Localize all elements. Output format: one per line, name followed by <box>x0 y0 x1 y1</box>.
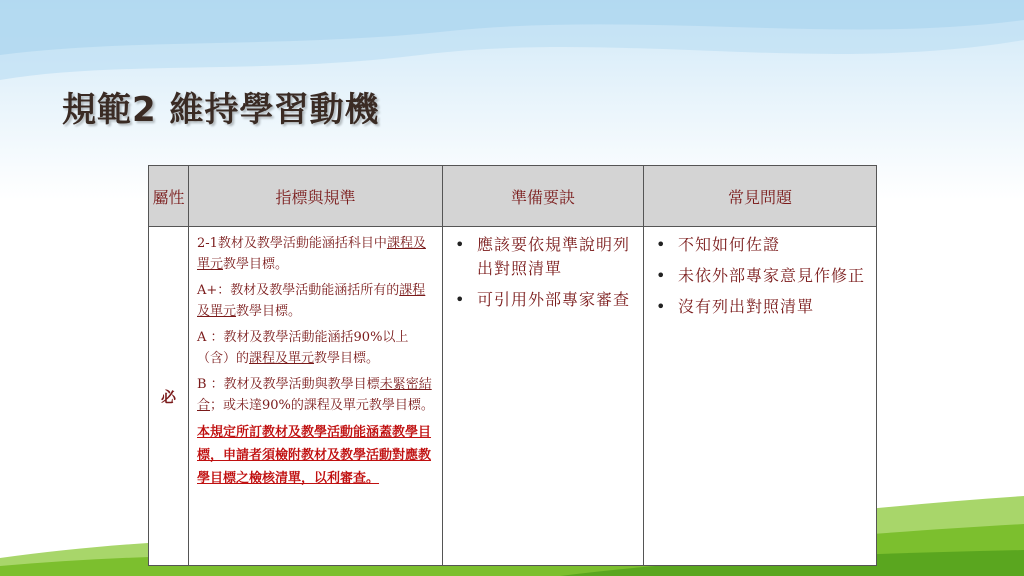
list-item <box>451 233 633 281</box>
indicator-text: 2-1教材及教學活動能涵括科目中 <box>197 236 387 251</box>
indicator-text: 教學目標。 <box>314 351 380 366</box>
list-item <box>451 288 633 312</box>
indicator-paragraph <box>197 327 434 369</box>
table-row <box>149 227 877 566</box>
indicator-underline: 課程及單元 <box>197 283 426 319</box>
bullet-icon: • <box>455 290 466 309</box>
indicator-text: 教學目標。 <box>236 304 302 319</box>
indicator-underline: 課程及單元 <box>249 351 315 366</box>
list-item <box>652 233 866 257</box>
bullet-icon: • <box>656 297 667 316</box>
slide-title: 規範2 維持學習動機 <box>62 90 380 130</box>
indicator-paragraph <box>197 233 434 275</box>
table-header-row <box>149 166 877 227</box>
indicator-note-text: 本規定所訂教材及教學活動能涵蓋教學目標，申請者須檢附教材及教學活動對應教學目標之檢核清單，以利審查。 <box>197 425 432 486</box>
attribute-cell: 必 <box>149 227 189 566</box>
indicator-underline: 課程及單元 <box>197 236 426 272</box>
list-item <box>652 264 866 288</box>
problems-list <box>652 233 866 319</box>
indicator-cell <box>189 227 443 566</box>
indicator-text: A ：教材及教學活動能涵括90%以上（含）的 <box>197 330 409 366</box>
bullet-icon: • <box>656 235 667 254</box>
preparation-list <box>451 233 633 312</box>
bullet-icon: • <box>455 235 466 254</box>
header-attribute: 屬性 <box>149 166 189 227</box>
indicator-text: 教學目標。 <box>223 257 289 272</box>
indicator-text: A+：教材及教學活動能涵括所有的 <box>197 283 400 298</box>
header-preparation: 準備要訣 <box>443 166 644 227</box>
criteria-table <box>148 165 877 566</box>
problems-cell <box>644 227 877 566</box>
bullet-icon: • <box>656 266 667 285</box>
list-item-text: 沒有列出對照清單 <box>678 297 815 316</box>
preparation-cell <box>443 227 644 566</box>
list-item-text: 未依外部專家意見作修正 <box>678 266 866 285</box>
list-item-text: 可引用外部專家審查 <box>477 290 631 309</box>
list-item-text: 應該要依規準說明列出對照清單 <box>477 235 631 278</box>
indicator-note <box>197 421 434 490</box>
indicator-underline: 未緊密結合 <box>197 377 432 413</box>
indicator-text: ；或未達90%的課程及單元教學目標。 <box>210 398 434 413</box>
indicator-paragraph <box>197 374 434 416</box>
header-problems: 常見問題 <box>644 166 877 227</box>
indicator-text: B ：教材及教學活動與教學目標 <box>197 377 380 392</box>
header-indicator: 指標與規準 <box>189 166 443 227</box>
indicator-paragraph <box>197 280 434 322</box>
list-item <box>652 295 866 319</box>
list-item-text: 不知如何佐證 <box>678 235 781 254</box>
